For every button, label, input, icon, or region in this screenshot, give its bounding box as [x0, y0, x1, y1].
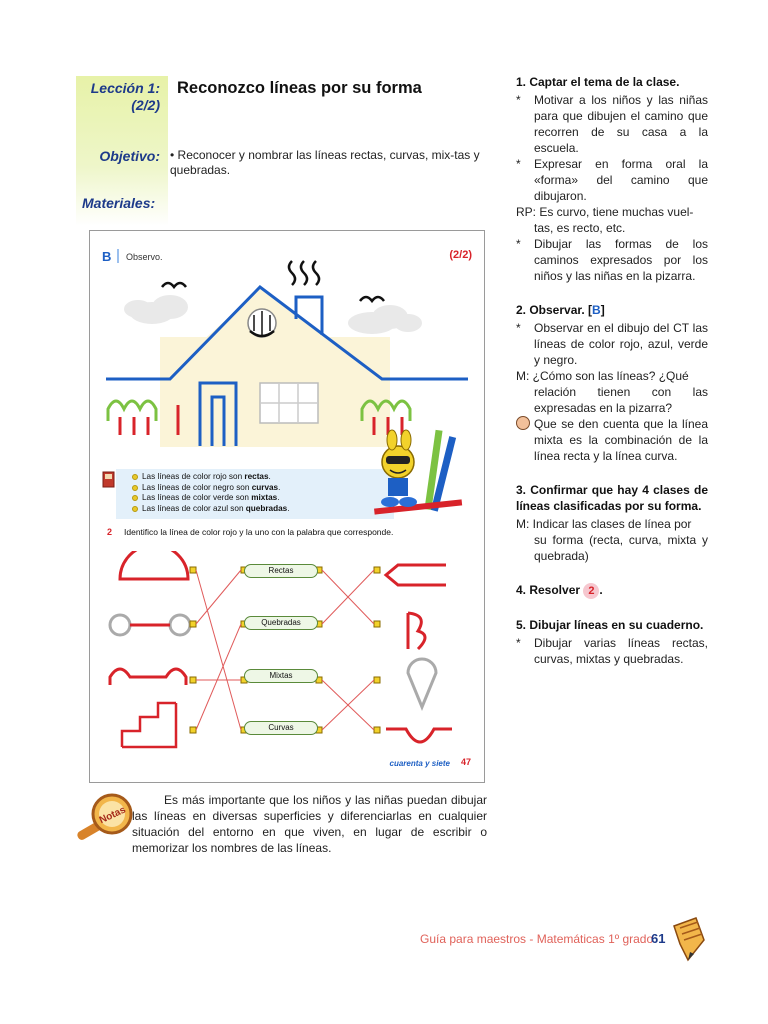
section-badge: B	[102, 249, 112, 264]
line-colors-box	[116, 469, 394, 519]
notes-text: Es más importante que los niños y las niñas puedan dibujar las líneas en diversas superficies y diferenciarlas en cualquier situación del entorno en que viven, en lugar de escribir o memorizar los nombres de las líneas.	[132, 793, 487, 855]
lesson-steps	[516, 74, 708, 685]
match-lines	[196, 570, 374, 730]
smoke	[289, 261, 319, 285]
page-number: 61	[651, 931, 666, 946]
workbook-page-words: cuarenta y siete	[389, 759, 450, 768]
cloud-right	[348, 305, 422, 334]
fact-green: Las líneas de color verde son mixtas.	[132, 493, 394, 504]
step-5	[516, 617, 708, 667]
lesson-label	[80, 80, 160, 114]
step-2	[516, 302, 708, 464]
step-1	[516, 74, 708, 284]
bullet-icon	[132, 495, 138, 501]
bullet-icon	[132, 506, 138, 512]
step-1-title: 1. Captar el tema de la clase.	[516, 75, 680, 89]
step-2-question: M: ¿Cómo son las líneas? ¿Qué relación tienen con las expresadas en la pizarra?	[516, 369, 708, 415]
shape-valley	[386, 729, 452, 742]
shape-semicircle	[120, 551, 188, 579]
exercise-number-badge: 2	[583, 583, 599, 599]
magnifier-notes-icon	[74, 790, 136, 850]
workbook-page-number: 47	[460, 757, 471, 767]
step-1-item: * Motivar a los niños y las niñas para que dibujen el camino que recorren de su casa a la escuela.	[516, 93, 708, 155]
match-word-quebradas: Quebradas	[244, 616, 318, 630]
shape-mixed	[110, 669, 186, 685]
fact-red: Las líneas de color rojo son rectas.	[132, 472, 394, 483]
step-5-item: * Dibujar varias líneas rectas, curvas, mixtas y quebradas.	[516, 636, 708, 666]
step-5-title: 5. Dibujar líneas en su cuaderno.	[516, 618, 704, 632]
bird-left	[162, 283, 186, 287]
workbook-instruction: Observo.	[126, 252, 163, 262]
objective-label: Objetivo:	[99, 148, 160, 164]
step-3-title: 3. Confirmar que hay 4 clases de líneas clasificadas por su forma.	[516, 483, 708, 513]
page-title: Reconozco líneas por su forma	[177, 79, 422, 97]
step-3-item: M: Indicar las clases de línea por su forma (recta, curva, mixta y quebrada)	[516, 517, 708, 563]
lesson-part: (2/2)	[131, 97, 160, 113]
mascot-illustration	[374, 426, 474, 521]
match-word-curvas: Curvas	[244, 721, 318, 735]
step-2-item: Que se den cuenta que la línea mixta es la combinación de la línea recta y la línea curva.	[516, 416, 708, 464]
step-2-title: 2. Observar. [B]	[516, 303, 605, 317]
shape-b	[408, 613, 425, 649]
shape-arrow	[386, 565, 446, 585]
step-1-item: * Dibujar las formas de los caminos expresados por los niños y las niñas en la pizarra.	[516, 237, 708, 283]
bullet-icon	[132, 485, 138, 491]
materials-label: Materiales:	[82, 195, 156, 211]
workbook-page	[89, 230, 485, 783]
shape-stairs	[122, 703, 176, 747]
match-word-mixtas: Mixtas	[244, 669, 318, 683]
shape-dumbbell	[110, 615, 190, 635]
exercise-text: Identifico la línea de color rojo y la uno con la palabra que corresponde.	[124, 527, 394, 537]
objective-text: • Reconocer y nombrar las líneas rectas, curvas, mix-tas y quebradas.	[170, 148, 480, 177]
child-face-icon	[516, 416, 530, 430]
footer-text: Guía para maestros - Matemáticas 1º grado	[420, 932, 654, 946]
step-3	[516, 482, 708, 564]
pencil-icon	[668, 914, 708, 964]
fact-blue: Las líneas de color azul son quebradas.	[132, 504, 394, 515]
bird-right	[360, 297, 384, 301]
step-4	[516, 582, 708, 599]
step-1-item: * Expresar en forma oral la «forma» del camino que dibujaron.	[516, 157, 708, 203]
workbook-part: (2/2)	[449, 249, 472, 261]
step-4-title: 4. Resolver 2 .	[516, 583, 603, 597]
match-word-rectas: Rectas	[244, 564, 318, 578]
cloud-left	[124, 295, 188, 324]
fact-black: Las líneas de color negro son curvas.	[132, 483, 394, 494]
book-icon	[102, 471, 116, 489]
exercise-number: 2	[107, 527, 113, 537]
step-2-item: * Observar en el dibujo del CT las líneas de color rojo, azul, verde y negro.	[516, 321, 708, 367]
step-1-rp: RP: Es curvo, tiene muchas vuel- tas, es recto, etc.	[516, 205, 694, 235]
bullet-icon	[132, 474, 138, 480]
notes-icon-label: Notas	[97, 804, 128, 827]
lesson-number: Lección 1:	[90, 80, 160, 96]
shape-cone	[408, 659, 436, 707]
